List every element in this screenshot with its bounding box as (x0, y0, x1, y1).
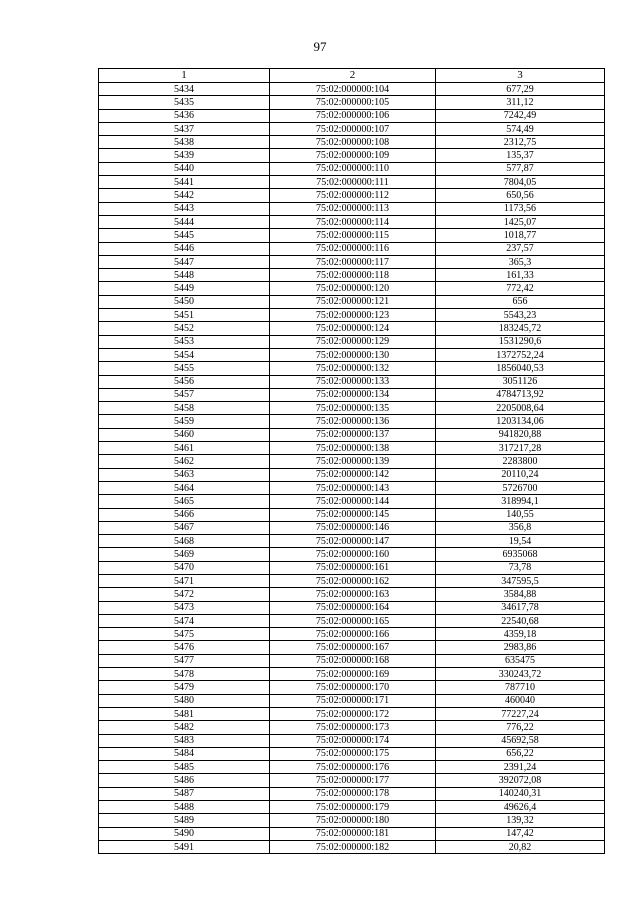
table-row (99, 481, 605, 494)
table-row (99, 787, 605, 800)
row-number-cell: 5462 (99, 455, 270, 468)
table-row (99, 455, 605, 468)
row-number-cell: 5435 (99, 96, 270, 109)
value-cell: 656,22 (436, 747, 605, 760)
value-cell: 574,49 (436, 122, 605, 135)
row-number-cell: 5464 (99, 481, 270, 494)
value-cell: 347595,5 (436, 574, 605, 587)
row-number-cell: 5489 (99, 814, 270, 827)
table-row (99, 535, 605, 548)
table-row (99, 309, 605, 322)
cadastral-number-cell: 75:02:000000:180 (270, 814, 436, 827)
row-number-cell: 5449 (99, 282, 270, 295)
row-number-cell: 5481 (99, 707, 270, 720)
table-row (99, 734, 605, 747)
row-number-cell: 5458 (99, 402, 270, 415)
value-cell: 330243,72 (436, 668, 605, 681)
value-cell: 49626,4 (436, 801, 605, 814)
row-number-cell: 5453 (99, 335, 270, 348)
table-row (99, 242, 605, 255)
row-number-cell: 5487 (99, 787, 270, 800)
table-row (99, 189, 605, 202)
value-cell: 139,32 (436, 814, 605, 827)
cadastral-number-cell: 75:02:000000:178 (270, 787, 436, 800)
cadastral-number-cell: 75:02:000000:175 (270, 747, 436, 760)
cadastral-number-cell: 75:02:000000:160 (270, 548, 436, 561)
value-cell: 650,56 (436, 189, 605, 202)
table-row (99, 375, 605, 388)
row-number-cell: 5463 (99, 468, 270, 481)
value-cell: 356,8 (436, 521, 605, 534)
value-cell: 635475 (436, 654, 605, 667)
cadastral-number-cell: 75:02:000000:120 (270, 282, 436, 295)
value-cell: 20110,24 (436, 468, 605, 481)
table-row (99, 83, 605, 96)
value-cell: 34617,78 (436, 601, 605, 614)
value-cell: 365,3 (436, 255, 605, 268)
value-cell: 656 (436, 295, 605, 308)
row-number-cell: 5475 (99, 628, 270, 641)
value-cell: 787710 (436, 681, 605, 694)
table-row (99, 814, 605, 827)
table-row (99, 614, 605, 627)
cadastral-number-cell: 75:02:000000:137 (270, 428, 436, 441)
row-number-cell: 5468 (99, 535, 270, 548)
value-cell: 677,29 (436, 83, 605, 96)
cadastral-number-cell: 75:02:000000:142 (270, 468, 436, 481)
cadastral-number-cell: 75:02:000000:133 (270, 375, 436, 388)
page-number: 97 (313, 39, 327, 54)
table-row (99, 747, 605, 760)
row-number-cell: 5455 (99, 362, 270, 375)
table-row (99, 176, 605, 189)
value-cell: 77227,24 (436, 707, 605, 720)
row-number-cell: 5438 (99, 136, 270, 149)
cadastral-number-cell: 75:02:000000:146 (270, 521, 436, 534)
row-number-cell: 5478 (99, 668, 270, 681)
table-row (99, 109, 605, 122)
value-cell: 2312,75 (436, 136, 605, 149)
value-cell: 1531290,6 (436, 335, 605, 348)
value-cell: 6935068 (436, 548, 605, 561)
row-number-cell: 5447 (99, 255, 270, 268)
value-cell: 19,54 (436, 535, 605, 548)
value-cell: 772,42 (436, 282, 605, 295)
cadastral-number-cell: 75:02:000000:135 (270, 402, 436, 415)
table-row (99, 548, 605, 561)
table-row (99, 282, 605, 295)
row-number-cell: 5450 (99, 295, 270, 308)
row-number-cell: 5443 (99, 202, 270, 215)
value-cell: 2205008,64 (436, 402, 605, 415)
cadastral-number-cell: 75:02:000000:138 (270, 442, 436, 455)
row-number-cell: 5472 (99, 588, 270, 601)
value-cell: 2391,24 (436, 761, 605, 774)
table-row (99, 641, 605, 654)
value-cell: 318994,1 (436, 495, 605, 508)
table-row (99, 668, 605, 681)
cadastral-number-cell: 75:02:000000:108 (270, 136, 436, 149)
cadastral-number-cell: 75:02:000000:134 (270, 388, 436, 401)
value-cell: 1173,56 (436, 202, 605, 215)
cadastral-number-cell: 75:02:000000:111 (270, 176, 436, 189)
table-row (99, 801, 605, 814)
value-cell: 7804,05 (436, 176, 605, 189)
row-number-cell: 5440 (99, 162, 270, 175)
cadastral-number-cell: 75:02:000000:116 (270, 242, 436, 255)
cadastral-number-cell: 75:02:000000:115 (270, 229, 436, 242)
table-row (99, 681, 605, 694)
value-cell: 147,42 (436, 827, 605, 840)
row-number-cell: 5483 (99, 734, 270, 747)
value-cell: 776,22 (436, 721, 605, 734)
cadastral-number-cell: 75:02:000000:139 (270, 455, 436, 468)
row-number-cell: 5452 (99, 322, 270, 335)
cadastral-number-cell: 75:02:000000:179 (270, 801, 436, 814)
cadastral-number-cell: 75:02:000000:166 (270, 628, 436, 641)
table-row (99, 840, 605, 853)
table-row (99, 96, 605, 109)
row-number-cell: 5434 (99, 83, 270, 96)
row-number-cell: 5451 (99, 309, 270, 322)
cadastral-number-cell: 75:02:000000:106 (270, 109, 436, 122)
value-cell: 5726700 (436, 481, 605, 494)
cadastral-number-cell: 75:02:000000:161 (270, 561, 436, 574)
row-number-cell: 5484 (99, 747, 270, 760)
value-cell: 237,57 (436, 242, 605, 255)
value-cell: 1856040,53 (436, 362, 605, 375)
table-row (99, 335, 605, 348)
cadastral-number-cell: 75:02:000000:173 (270, 721, 436, 734)
table-row (99, 269, 605, 282)
row-number-cell: 5490 (99, 827, 270, 840)
value-cell: 73,78 (436, 561, 605, 574)
row-number-cell: 5446 (99, 242, 270, 255)
cadastral-number-cell: 75:02:000000:104 (270, 83, 436, 96)
row-number-cell: 5444 (99, 215, 270, 228)
cadastral-number-cell: 75:02:000000:112 (270, 189, 436, 202)
column-header: 3 (436, 69, 605, 83)
row-number-cell: 5466 (99, 508, 270, 521)
cadastral-number-cell: 75:02:000000:165 (270, 614, 436, 627)
table-row (99, 521, 605, 534)
value-cell: 3051126 (436, 375, 605, 388)
cadastral-number-cell: 75:02:000000:109 (270, 149, 436, 162)
cadastral-number-cell: 75:02:000000:147 (270, 535, 436, 548)
value-cell: 317217,28 (436, 442, 605, 455)
cadastral-number-cell: 75:02:000000:182 (270, 840, 436, 853)
cadastral-number-cell: 75:02:000000:144 (270, 495, 436, 508)
row-number-cell: 5448 (99, 269, 270, 282)
value-cell: 140,55 (436, 508, 605, 521)
row-number-cell: 5437 (99, 122, 270, 135)
table-row (99, 348, 605, 361)
value-cell: 2283800 (436, 455, 605, 468)
value-cell: 161,33 (436, 269, 605, 282)
table-row (99, 229, 605, 242)
cadastral-number-cell: 75:02:000000:169 (270, 668, 436, 681)
row-number-cell: 5491 (99, 840, 270, 853)
cadastral-number-cell: 75:02:000000:167 (270, 641, 436, 654)
cadastral-number-cell: 75:02:000000:123 (270, 309, 436, 322)
value-cell: 577,87 (436, 162, 605, 175)
row-number-cell: 5485 (99, 761, 270, 774)
table-row (99, 322, 605, 335)
table-body (99, 83, 605, 854)
cadastral-number-cell: 75:02:000000:162 (270, 574, 436, 587)
row-number-cell: 5473 (99, 601, 270, 614)
table-row (99, 122, 605, 135)
row-number-cell: 5479 (99, 681, 270, 694)
table-row (99, 654, 605, 667)
row-number-cell: 5476 (99, 641, 270, 654)
value-cell: 1425,07 (436, 215, 605, 228)
row-number-cell: 5465 (99, 495, 270, 508)
row-number-cell: 5459 (99, 415, 270, 428)
row-number-cell: 5439 (99, 149, 270, 162)
row-number-cell: 5474 (99, 614, 270, 627)
table-row (99, 774, 605, 787)
table-row (99, 149, 605, 162)
cadastral-number-cell: 75:02:000000:132 (270, 362, 436, 375)
cadastral-number-cell: 75:02:000000:181 (270, 827, 436, 840)
table-row (99, 574, 605, 587)
column-header: 2 (270, 69, 436, 83)
row-number-cell: 5469 (99, 548, 270, 561)
table-row (99, 415, 605, 428)
value-cell: 460040 (436, 694, 605, 707)
row-number-cell: 5460 (99, 428, 270, 441)
value-cell: 140240,31 (436, 787, 605, 800)
cadastral-table (98, 68, 605, 854)
row-number-cell: 5477 (99, 654, 270, 667)
value-cell: 392072,08 (436, 774, 605, 787)
table-row (99, 827, 605, 840)
cadastral-number-cell: 75:02:000000:105 (270, 96, 436, 109)
cadastral-number-cell: 75:02:000000:143 (270, 481, 436, 494)
cadastral-number-cell: 75:02:000000:117 (270, 255, 436, 268)
cadastral-number-cell: 75:02:000000:174 (270, 734, 436, 747)
cadastral-number-cell: 75:02:000000:171 (270, 694, 436, 707)
value-cell: 311,12 (436, 96, 605, 109)
cadastral-number-cell: 75:02:000000:145 (270, 508, 436, 521)
header-row (99, 69, 605, 83)
table-row (99, 601, 605, 614)
table-row (99, 694, 605, 707)
row-number-cell: 5454 (99, 348, 270, 361)
row-number-cell: 5442 (99, 189, 270, 202)
row-number-cell: 5480 (99, 694, 270, 707)
value-cell: 135,37 (436, 149, 605, 162)
value-cell: 45692,58 (436, 734, 605, 747)
cadastral-number-cell: 75:02:000000:176 (270, 761, 436, 774)
cadastral-number-cell: 75:02:000000:110 (270, 162, 436, 175)
value-cell: 2983,86 (436, 641, 605, 654)
row-number-cell: 5436 (99, 109, 270, 122)
cadastral-number-cell: 75:02:000000:136 (270, 415, 436, 428)
table-row (99, 136, 605, 149)
cadastral-number-cell: 75:02:000000:129 (270, 335, 436, 348)
cadastral-number-cell: 75:02:000000:107 (270, 122, 436, 135)
table-row (99, 162, 605, 175)
value-cell: 1372752,24 (436, 348, 605, 361)
row-number-cell: 5471 (99, 574, 270, 587)
row-number-cell: 5441 (99, 176, 270, 189)
table-row (99, 428, 605, 441)
table-row (99, 761, 605, 774)
cadastral-number-cell: 75:02:000000:163 (270, 588, 436, 601)
row-number-cell: 5461 (99, 442, 270, 455)
row-number-cell: 5445 (99, 229, 270, 242)
table-row (99, 495, 605, 508)
table-row (99, 588, 605, 601)
table-row (99, 508, 605, 521)
value-cell: 22540,68 (436, 614, 605, 627)
value-cell: 20,82 (436, 840, 605, 853)
table-row (99, 442, 605, 455)
table-row (99, 561, 605, 574)
row-number-cell: 5470 (99, 561, 270, 574)
cadastral-number-cell: 75:02:000000:114 (270, 215, 436, 228)
cadastral-number-cell: 75:02:000000:170 (270, 681, 436, 694)
cadastral-number-cell: 75:02:000000:118 (270, 269, 436, 282)
row-number-cell: 5486 (99, 774, 270, 787)
column-header: 1 (99, 69, 270, 83)
table-row (99, 721, 605, 734)
table-row (99, 202, 605, 215)
row-number-cell: 5488 (99, 801, 270, 814)
row-number-cell: 5482 (99, 721, 270, 734)
table-row (99, 707, 605, 720)
value-cell: 941820,88 (436, 428, 605, 441)
value-cell: 7242,49 (436, 109, 605, 122)
cadastral-number-cell: 75:02:000000:177 (270, 774, 436, 787)
table-row (99, 215, 605, 228)
table-row (99, 255, 605, 268)
cadastral-number-cell: 75:02:000000:124 (270, 322, 436, 335)
row-number-cell: 5456 (99, 375, 270, 388)
table-row (99, 362, 605, 375)
cadastral-number-cell: 75:02:000000:121 (270, 295, 436, 308)
value-cell: 183245,72 (436, 322, 605, 335)
table-row (99, 628, 605, 641)
cadastral-number-cell: 75:02:000000:164 (270, 601, 436, 614)
value-cell: 1018,77 (436, 229, 605, 242)
value-cell: 3584,88 (436, 588, 605, 601)
row-number-cell: 5457 (99, 388, 270, 401)
table-row (99, 468, 605, 481)
cadastral-number-cell: 75:02:000000:130 (270, 348, 436, 361)
table-row (99, 402, 605, 415)
cadastral-number-cell: 75:02:000000:168 (270, 654, 436, 667)
cadastral-number-cell: 75:02:000000:172 (270, 707, 436, 720)
row-number-cell: 5467 (99, 521, 270, 534)
value-cell: 4359,18 (436, 628, 605, 641)
table-row (99, 388, 605, 401)
value-cell: 1203134,06 (436, 415, 605, 428)
cadastral-number-cell: 75:02:000000:113 (270, 202, 436, 215)
value-cell: 5543,23 (436, 309, 605, 322)
table-row (99, 295, 605, 308)
value-cell: 4784713,92 (436, 388, 605, 401)
